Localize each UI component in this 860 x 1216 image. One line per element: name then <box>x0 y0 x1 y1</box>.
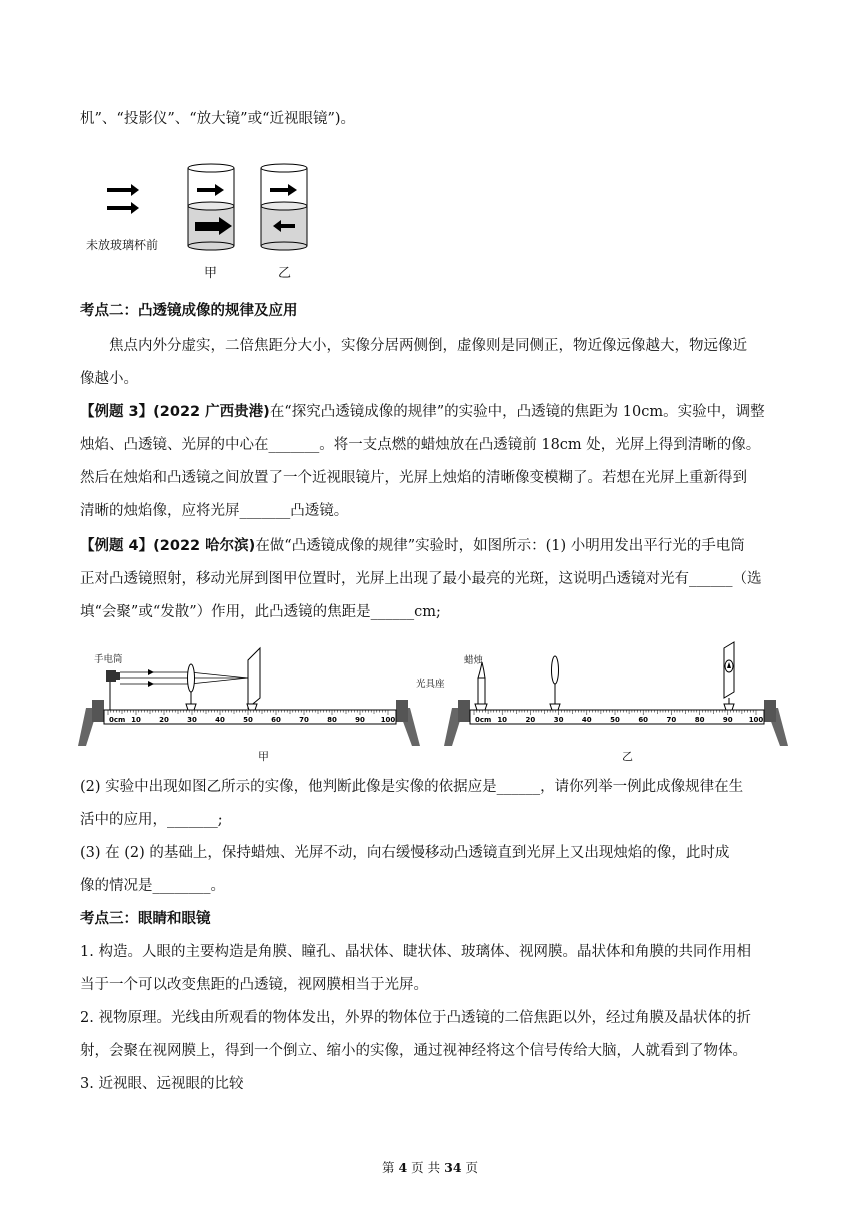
rule-text-line: 像越小。 <box>80 371 138 387</box>
example-source: (2022 哈尔滨) <box>153 538 256 554</box>
screen-icon <box>248 648 260 708</box>
bench-a <box>78 648 420 746</box>
tick-label: 100 <box>748 716 764 724</box>
example-text: 在“探究凸透镜成像的规律”的实验中，凸透镜的焦距为 10cm。实验中，调整 <box>269 404 765 420</box>
total-pages: 34 <box>444 1160 462 1175</box>
figure-label-b: 乙 <box>278 266 292 281</box>
bench-b <box>444 642 788 746</box>
example-tag: 【例题 3】 <box>80 404 154 420</box>
question-2-line: 活中的应用，_______; <box>80 812 223 828</box>
tick-label: 20 <box>525 716 536 724</box>
tick-label: 100 <box>380 716 396 724</box>
tick-label: 80 <box>694 716 705 724</box>
lens-icon <box>552 656 559 684</box>
tick-label: 50 <box>610 716 620 724</box>
tick-label: 60 <box>271 716 281 724</box>
example-3-line: 然后在烛焰和凸透镜之间放置了一个近视眼镜片，光屏上烛焰的清晰像变模糊了。若想在光屏上重新得到 <box>80 470 747 486</box>
glass-a <box>188 164 234 250</box>
example-3-line: 清晰的烛焰像，应将光屏_______凸透镜。 <box>80 503 349 519</box>
paragraph-line: 当于一个可以改变焦距的凸透镜，视网膜相当于光屏。 <box>80 977 428 993</box>
question-2-line: (2) 实验中出现如图乙所示的实像，他判断此像是实像的依据应是______，请你列举一例此成像规律在生 <box>80 779 744 795</box>
lens-icon <box>188 664 195 692</box>
paragraph-line: 3. 近视眼、远视眼的比较 <box>80 1076 244 1092</box>
example-text: 在做“凸透镜成像的规律”实验时，如图所示：(1) 小明用发出平行光的手电筒 <box>255 538 745 554</box>
footer-text: 第 <box>381 1160 395 1175</box>
tick-label: 80 <box>327 716 337 724</box>
figure-caption-b: 乙 <box>622 750 633 763</box>
tick-label-zero: 0cm <box>475 716 492 724</box>
page-number: 4 <box>398 1160 408 1175</box>
footer-text: 页 <box>465 1160 479 1175</box>
tick-label: 90 <box>355 716 365 724</box>
section-title: 考点二：凸透镜成像的规律及应用 <box>80 303 298 319</box>
tick-label: 90 <box>722 716 733 724</box>
tick-label: 40 <box>215 716 225 724</box>
example-source: (2022 广西贵港) <box>153 404 270 420</box>
figure-label-a: 甲 <box>204 266 218 281</box>
example-tag: 【例题 4】 <box>80 538 154 554</box>
tick-label: 10 <box>497 716 508 724</box>
paragraph-line: 2. 视物原理。光线由所观看的物体发出，外界的物体位于凸透镜的二倍焦距以外，经过角膜及晶状体的折 <box>80 1010 751 1026</box>
text-line-top: 机”、“投影仪”、“放大镜”或“近视眼镜”)。 <box>80 111 356 127</box>
tick-label: 30 <box>187 716 197 724</box>
tick-label: 50 <box>243 716 253 724</box>
question-3-line: (3) 在 (2) 的基础上，保持蜡烛、光屏不动，向右缓慢移动凸透镜直到光屏上又出现烛焰的像，此时成 <box>80 845 730 861</box>
tick-label: 20 <box>159 716 169 724</box>
tick-label: 70 <box>666 716 677 724</box>
rule-text-line: 焦点内外分虚实，二倍焦距分大小，实像分居两侧倒，虚像则是同侧正，物近像远像越大，物远像近 <box>109 338 747 354</box>
tick-label: 40 <box>581 716 592 724</box>
label-flashlight: 手电筒 <box>94 654 123 665</box>
tick-label: 10 <box>131 716 141 724</box>
optical-bench-figure <box>78 638 788 768</box>
example-4-line <box>80 531 780 561</box>
tick-label: 60 <box>638 716 649 724</box>
arrow-icon <box>107 184 139 214</box>
question-3-line: 像的情况是________。 <box>80 878 225 894</box>
example-4-line: 正对凸透镜照射，移动光屏到图甲位置时，光屏上出现了最小最亮的光斑，这说明凸透镜对光有______（选 <box>80 571 762 587</box>
example-3-line <box>80 397 780 427</box>
paragraph-line: 1. 构造。人眼的主要构造是角膜、瞳孔、晶状体、睫状体、玻璃体、视网膜。晶状体和角膜的共同作用相 <box>80 944 751 960</box>
figure-label-before: 未放玻璃杯前 <box>86 238 159 252</box>
label-optical-bench: 光具座 <box>416 679 445 690</box>
example-4-line: 填“会聚”或“发散”）作用，此凸透镜的焦距是______cm; <box>80 604 441 620</box>
figure-caption-a: 甲 <box>258 750 269 763</box>
paragraph-line: 射，会聚在视网膜上，得到一个倒立、缩小的实像，通过视神经将这个信号传给大脑，人就看到了物体。 <box>80 1043 747 1059</box>
tick-label: 30 <box>553 716 564 724</box>
footer-text: 页 共 <box>411 1160 441 1175</box>
example-3-line: 烛焰、凸透镜、光屏的中心在_______。将一支点燃的蜡烛放在凸透镜前 18cm 处，光屏上得到清晰的像。 <box>80 437 761 453</box>
page-footer <box>0 1158 860 1176</box>
glass-b <box>261 164 307 250</box>
tick-label-zero: 0cm <box>109 716 126 724</box>
tick-label: 70 <box>299 716 309 724</box>
label-candle: 蜡烛 <box>464 655 484 666</box>
section-title: 考点三：眼睛和眼镜 <box>80 911 211 927</box>
